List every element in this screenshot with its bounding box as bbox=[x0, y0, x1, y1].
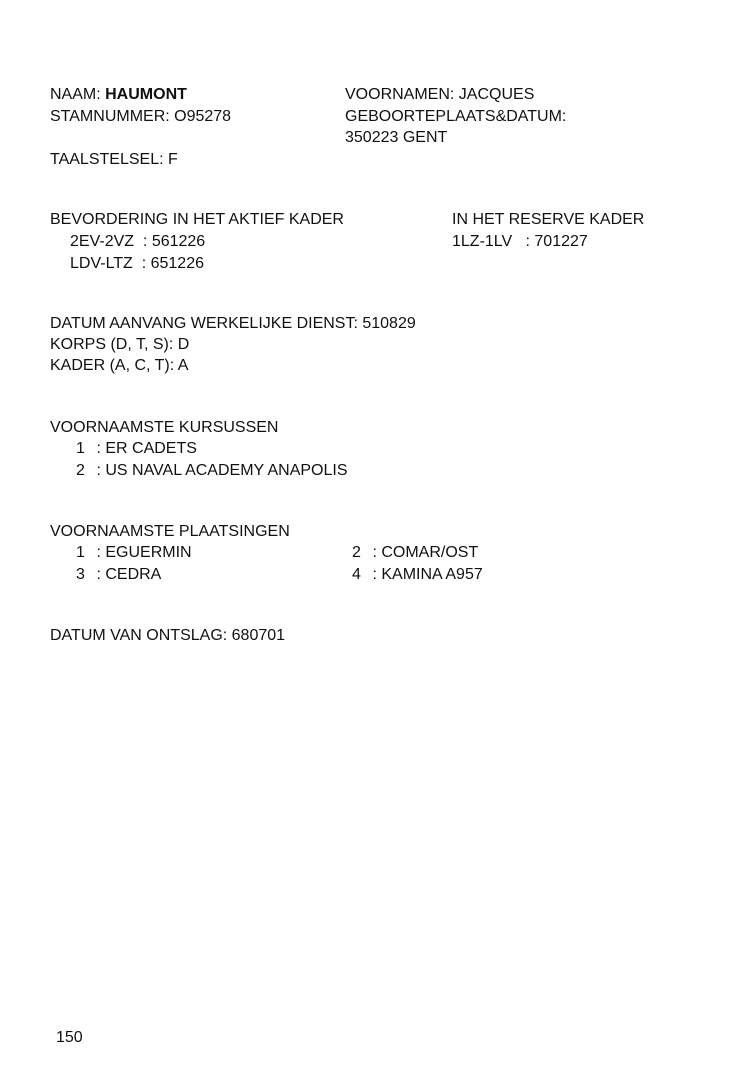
geboorte-value-line: 350223 GENT bbox=[345, 129, 448, 146]
aktief-kader-heading: BEVORDERING IN HET AKTIEF KADER bbox=[50, 211, 344, 228]
reserve-item-1: 1LZ-1LV : 701227 bbox=[452, 233, 588, 250]
naam-value: HAUMONT bbox=[105, 86, 187, 103]
plaatsing-item-1-text: : EGUERMIN bbox=[96, 544, 192, 561]
kursus-item-1-num: 1 bbox=[76, 440, 85, 457]
aktief-item-1: 2EV-2VZ : 561226 bbox=[70, 233, 206, 250]
plaatsing-item-1-num: 1 bbox=[76, 544, 85, 561]
geboorte-label-line: GEBOORTEPLAATS&DATUM: bbox=[345, 108, 567, 125]
plaatsingen-heading: VOORNAAMSTE PLAATSINGEN bbox=[50, 523, 290, 540]
naam-label: NAAM: bbox=[50, 86, 101, 103]
naam-line bbox=[50, 84, 187, 106]
aktief-item-2: LDV-LTZ : 651226 bbox=[70, 255, 204, 272]
kursus-item-1 bbox=[76, 438, 197, 460]
aanvang-dienst-line: DATUM AANVANG WERKELIJKE DIENST: 510829 bbox=[50, 315, 416, 332]
kursussen-heading: VOORNAAMSTE KURSUSSEN bbox=[50, 419, 279, 436]
kursus-item-2-text: : US NAVAL ACADEMY ANAPOLIS bbox=[96, 462, 348, 479]
plaatsing-item-2-num: 2 bbox=[352, 544, 361, 561]
page-number: 150 bbox=[56, 1029, 83, 1046]
korps-line: KORPS (D, T, S): D bbox=[50, 336, 190, 353]
plaatsing-item-3-num: 3 bbox=[76, 566, 85, 583]
plaatsing-item-3-text: : CEDRA bbox=[96, 566, 162, 583]
plaatsing-item-2 bbox=[352, 542, 478, 564]
kursus-item-2-num: 2 bbox=[76, 462, 85, 479]
taalstelsel-line: TAALSTELSEL: F bbox=[50, 151, 178, 168]
kursus-item-2 bbox=[76, 460, 348, 482]
kursus-item-1-text: : ER CADETS bbox=[96, 440, 197, 457]
reserve-kader-heading: IN HET RESERVE KADER bbox=[452, 211, 645, 228]
ontslag-line: DATUM VAN ONTSLAG: 680701 bbox=[50, 627, 286, 644]
plaatsing-item-3 bbox=[76, 564, 161, 586]
plaatsing-item-4-num: 4 bbox=[352, 566, 361, 583]
stamnummer-line: STAMNUMMER: O95278 bbox=[50, 108, 232, 125]
plaatsing-item-1 bbox=[76, 542, 192, 564]
voornamen-line: VOORNAMEN: JACQUES bbox=[345, 86, 535, 103]
kader-line: KADER (A, C, T): A bbox=[50, 357, 189, 374]
plaatsing-item-4-text: : KAMINA A957 bbox=[372, 566, 483, 583]
plaatsing-item-4 bbox=[352, 564, 483, 586]
plaatsing-item-2-text: : COMAR/OST bbox=[372, 544, 479, 561]
